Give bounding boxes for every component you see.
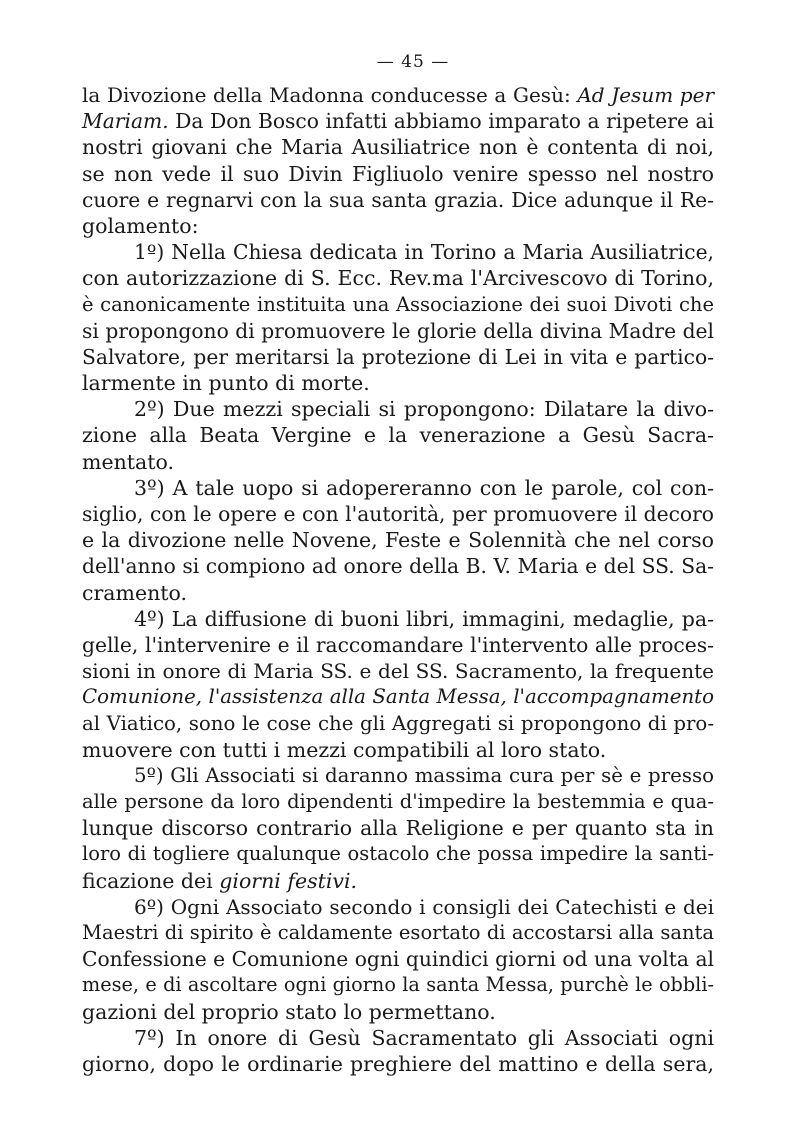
text-line	[82, 396, 714, 422]
line-text: 7º) In onore di Gesù Sacramentato gli Associati ogni	[134, 1025, 714, 1050]
line-text: 6º) Ogni Associato secondo i consigli dei Catechisti e dei	[134, 894, 714, 919]
line-text: nostri giovani che Maria Ausiliatrice non è contenta di noi,	[82, 135, 714, 160]
text-line	[82, 187, 714, 213]
line-text: sioni in onore di Maria SS. e del SS. Sacramento, la frequente	[82, 659, 714, 684]
line-text: alle persone da loro dipendenti d'impedire la bestemmia e qua-	[82, 790, 714, 814]
text-line	[82, 946, 714, 972]
page-number: — 45 —	[376, 52, 450, 72]
line-text: mentato.	[82, 449, 174, 474]
text-line	[82, 161, 714, 187]
text-line	[82, 1025, 714, 1051]
book-page	[82, 52, 714, 1077]
text-line	[82, 632, 714, 658]
text-line	[82, 134, 714, 160]
line-text: 4º) La diffusione di buoni libri, immagini, medaglie, pa-	[134, 606, 714, 631]
line-text: se non vede il suo Divin Figliuolo venire spesso nel nostro	[82, 161, 714, 186]
text-line	[82, 265, 714, 291]
line-text: gazioni del proprio stato lo permettano.	[82, 999, 496, 1024]
text-line	[82, 815, 714, 841]
text-line	[82, 737, 714, 763]
line-text: cuore e regnarvi con la sua santa grazia. Dice adunque il Re-	[82, 187, 714, 212]
line-text: Maestri di spirito è caldamente esortato di accostarsi alla santa	[82, 921, 714, 944]
text-line	[82, 789, 714, 815]
text-line	[82, 711, 714, 737]
line-text: cramento.	[82, 580, 188, 605]
line-text: golamento:	[82, 213, 199, 238]
line-text: con autorizzazione di S. Ecc. Rev.ma l'Arcivescovo di Torino,	[82, 266, 714, 291]
line-text: mese, e di ascoltare ogni giorno la santa Messa, purchè le obbli-	[82, 973, 714, 997]
text-line	[82, 553, 714, 579]
text-line	[82, 841, 714, 867]
text-line	[82, 292, 714, 318]
text-line	[82, 920, 714, 946]
text-line	[82, 972, 714, 998]
italic-text: giorni festivi.	[219, 868, 358, 893]
line-text: ficazione dei	[82, 868, 220, 893]
text-line	[82, 999, 714, 1025]
italic-text: Ad Jesum per	[577, 83, 714, 107]
text-line	[82, 763, 714, 789]
line-text: 2º) Due mezzi speciali si propongono: Dilatare la divo-	[134, 397, 714, 422]
text-line	[82, 213, 714, 239]
line-text: al Viatico, sono le cose che gli Aggregati si propongono di pro-	[82, 711, 714, 735]
text-line	[82, 501, 714, 527]
line-text: la Divozione della Madonna conducesse a Gesù:	[82, 83, 578, 107]
text-line	[82, 580, 714, 606]
line-text: Confessione e Comunione ogni quindici giorni od una volta al	[82, 947, 714, 972]
line-text: lunque discorso contrario alla Religione e per quanto sta in	[82, 816, 714, 841]
text-line	[82, 82, 714, 108]
line-text: 5º) Gli Associati si daranno massima cura per sè e presso	[134, 763, 714, 787]
line-text: siglio, con le opere e con l'autorità, per promuovere il decoro	[82, 502, 714, 526]
text-line	[82, 684, 714, 710]
text-line	[82, 449, 714, 475]
body-text	[82, 82, 714, 1077]
italic-text: Mariam.	[82, 109, 169, 134]
italic-text: Comunione, l'assistenza alla Santa Messa, l'accompagnamento	[82, 685, 714, 709]
line-text: dell'anno si compiono ad onore della B. V. Maria e del SS. Sa-	[82, 554, 714, 579]
text-line	[82, 658, 714, 684]
line-text: larmente in punto di morte.	[82, 371, 370, 396]
text-line	[82, 894, 714, 920]
text-line	[82, 108, 714, 134]
text-line	[82, 606, 714, 632]
text-line	[82, 344, 714, 370]
line-text: è canonicamente instituita una Associazione dei suoi Divoti che	[82, 292, 714, 316]
line-text: 1º) Nella Chiesa dedicata in Torino a Maria Ausiliatrice,	[134, 240, 714, 265]
line-text: zione alla Beata Vergine e la venerazione a Gesù Sacra-	[82, 423, 714, 448]
line-text: giorno, dopo le ordinarie preghiere del mattino e della sera,	[82, 1051, 714, 1076]
text-line	[82, 1051, 714, 1077]
text-line	[82, 239, 714, 265]
text-line	[82, 318, 714, 344]
text-line	[82, 527, 714, 553]
line-text: Da Don Bosco infatti abbiamo imparato a ripetere ai	[168, 109, 714, 134]
line-text: si propongono di promuovere le glorie della divina Madre del	[82, 318, 714, 343]
line-text: loro di togliere qualunque ostacolo che possa impedire la santi-	[82, 842, 714, 866]
line-text: muovere con tutti i mezzi compatibili al loro stato.	[82, 737, 607, 762]
text-line	[82, 475, 714, 501]
line-text: e la divozione nelle Novene, Feste e Solennità che nel corso	[82, 528, 714, 553]
text-line	[82, 868, 714, 894]
line-text: Salvatore, per meritarsi la protezione di Lei in vita e partico-	[82, 344, 714, 369]
text-line	[82, 422, 714, 448]
line-text: 3º) A tale uopo si adopereranno con le parole, col con-	[134, 475, 714, 500]
text-line	[82, 370, 714, 396]
line-text: gelle, l'intervenire e il raccomandare l'intervento alle proces-	[82, 632, 714, 657]
